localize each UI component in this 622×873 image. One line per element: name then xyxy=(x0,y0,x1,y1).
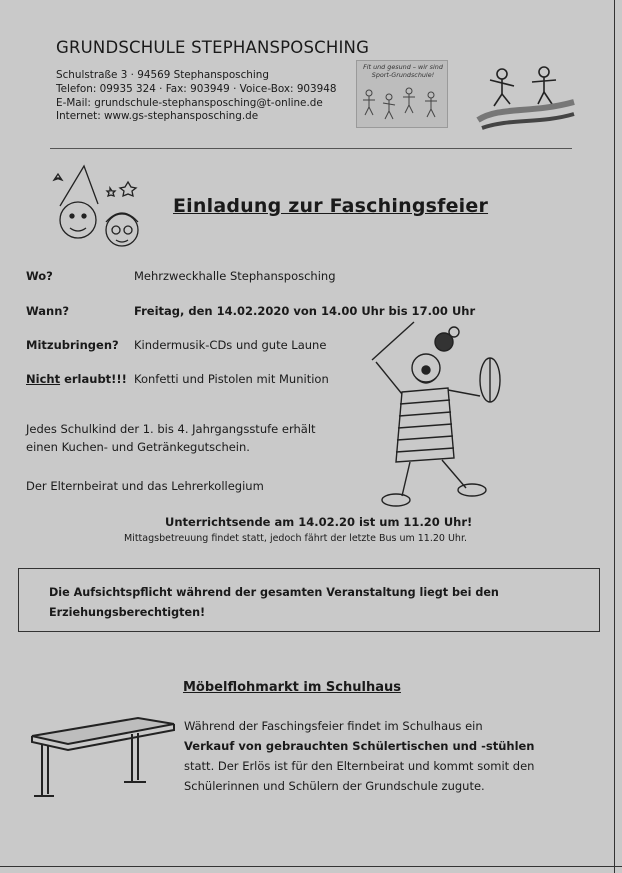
clown-musician-icon xyxy=(362,318,522,513)
flea-market-line-3: statt. Der Erlös ist für den Elternbeirat und kommt somit den xyxy=(184,759,535,773)
school-name: GRUNDSCHULE STEPHANSPOSCHING xyxy=(56,38,370,57)
children-icon xyxy=(359,83,445,125)
voucher-line-1: Jedes Schulkind der 1. bis 4. Jahrgangsstufe erhält xyxy=(26,422,316,436)
page-border-bottom xyxy=(0,866,622,867)
not-allowed-label xyxy=(26,372,127,386)
supervision-notice-box xyxy=(18,568,600,632)
page-border-right xyxy=(614,0,615,873)
school-desk-icon xyxy=(28,712,178,802)
supervision-line-1: Die Aufsichtspflicht während der gesamten Veranstaltung liegt bei den xyxy=(49,586,499,599)
phone-line: Telefon: 09935 324 · Fax: 903949 · Voice-Box: 903948 xyxy=(56,83,337,95)
flea-market-title: Möbelflohmarkt im Schulhaus xyxy=(183,680,401,695)
when-label: Wann? xyxy=(26,304,70,318)
not-word: Nicht xyxy=(26,372,61,386)
address-line: Schulstraße 3 · 94569 Stephansposching xyxy=(56,69,269,81)
supervision-line-2: Erziehungsberechtigten! xyxy=(49,606,206,619)
website-line: Internet: www.gs-stephansposching.de xyxy=(56,110,259,122)
flea-market-line-1: Während der Faschingsfeier findet im Schulhaus ein xyxy=(184,719,483,733)
afternoon-care-notice: Mittagsbetreuung findet statt, jedoch fährt der letzte Bus um 11.20 Uhr. xyxy=(124,533,468,544)
allowed-word: erlaubt!!! xyxy=(60,372,127,386)
header-divider xyxy=(50,148,572,149)
school-logo-icon xyxy=(470,62,580,134)
not-allowed-value: Konfetti und Pistolen mit Munition xyxy=(134,372,329,386)
school-end-notice: Unterrichtsende am 14.02.20 ist um 11.20 Uhr! xyxy=(165,515,473,529)
email-line: E-Mail: grundschule-stephansposching@t-online.de xyxy=(56,97,323,109)
when-value: Freitag, den 14.02.2020 von 14.00 Uhr bis 17.00 Uhr xyxy=(134,304,476,318)
voucher-line-2: einen Kuchen- und Getränkegutschein. xyxy=(26,440,250,454)
flea-market-line-2: Verkauf von gebrauchten Schülertischen und -stühlen xyxy=(184,739,535,753)
badge-text: Fit und gesund – wir sind Sport-Grundschule! xyxy=(363,63,443,79)
carnival-kids-icon xyxy=(40,160,160,260)
signature: Der Elternbeirat und das Lehrerkollegium xyxy=(26,479,264,493)
bring-label: Mitzubringen? xyxy=(26,338,119,352)
where-value: Mehrzweckhalle Stephansposching xyxy=(134,269,336,283)
sport-school-badge xyxy=(356,60,448,128)
supervision-notice-text xyxy=(49,583,579,623)
flea-market-line-4: Schülerinnen und Schülern der Grundschule zugute. xyxy=(184,779,485,793)
invitation-title: Einladung zur Faschingsfeier xyxy=(173,195,489,217)
where-label: Wo? xyxy=(26,269,53,283)
bring-value: Kindermusik-CDs und gute Laune xyxy=(134,338,327,352)
